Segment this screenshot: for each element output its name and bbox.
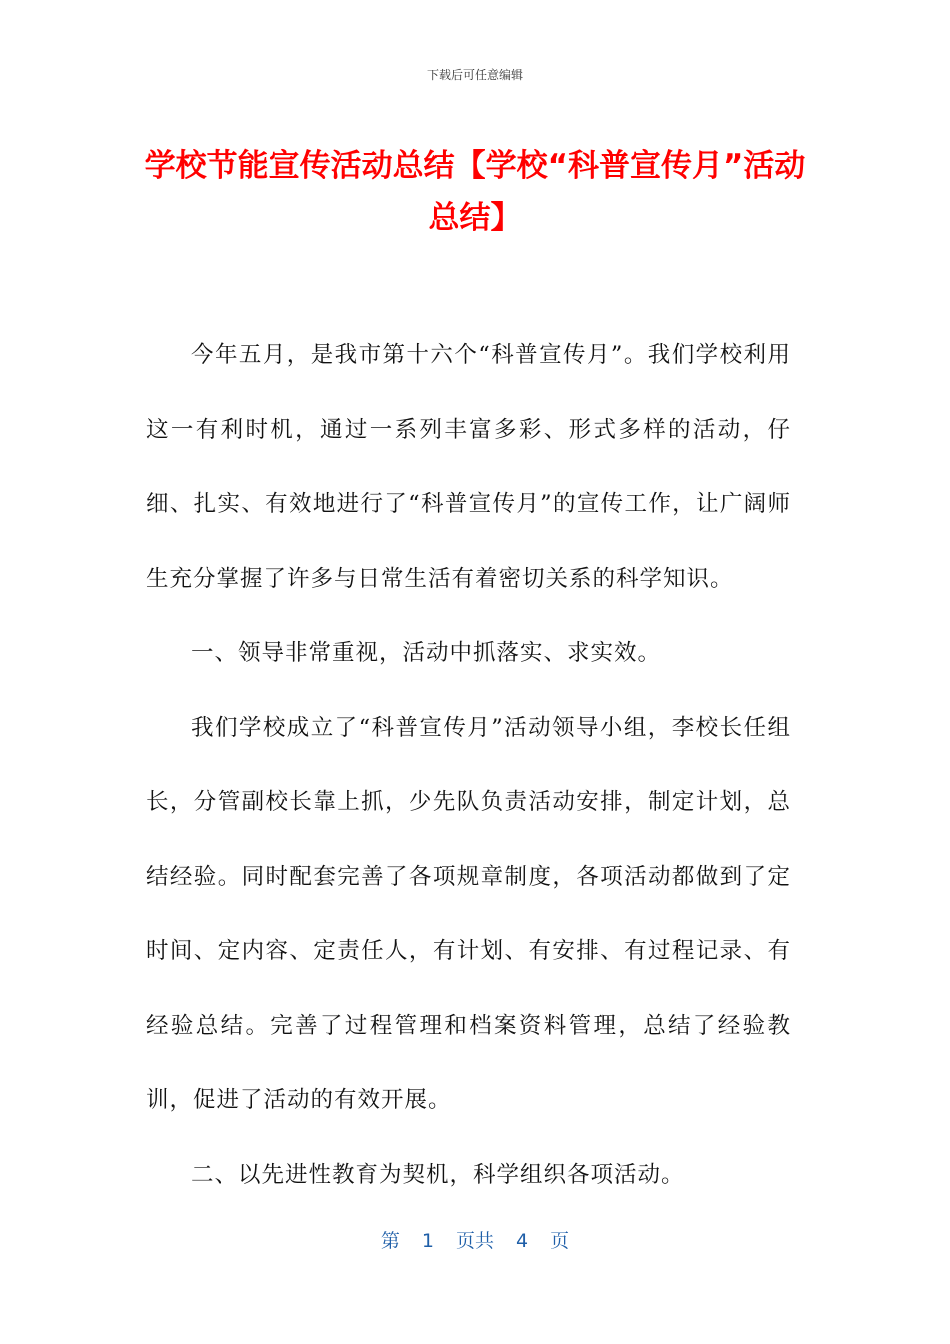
footer-suffix: 页 <box>550 1230 570 1252</box>
paragraph-section-1-heading: 一、领导非常重视，活动中抓落实、求实效。 <box>191 640 662 666</box>
paragraph-section-1-body: 我们学校成立了“科普宣传月”活动领导小组，李校长任组长，分管副校长靠上抓，少先队负责活动安排，制定计划，总结经验。同时配套完善了各项规章制度，各项活动都做到了定时间、定内容、定责任人，有计划、有安排、有过程记录、有经验总结。完善了过程管理和档案资料管理，总结了经验教训，促进了活动的有效开展。 <box>146 714 791 1113</box>
footer-page-number: 1 <box>421 1230 434 1252</box>
footer-prefix: 第 <box>380 1230 400 1252</box>
footer-middle: 页共 <box>455 1230 494 1252</box>
paragraph-intro: 今年五月，是我市第十六个“科普宣传月”。我们学校利用这一有利时机，通过一系列丰富多彩、形式多样的活动，仔细、扎实、有效地进行了“科普宣传月”的宣传工作，让广阔师生充分掌握了许多与日常生活有着密切关系的科学知识。 <box>146 342 791 592</box>
page-footer <box>0 1226 950 1253</box>
document-body <box>146 318 791 1212</box>
document-title: 学校节能宣传活动总结【学校“科普宣传月”活动总结】 <box>144 148 806 236</box>
footer-total-pages: 4 <box>516 1230 529 1252</box>
paragraph-section-2-heading: 二、以先进性教育为契机，科学组织各项活动。 <box>191 1161 685 1188</box>
header-note: 下载后可任意编辑 <box>426 68 523 82</box>
